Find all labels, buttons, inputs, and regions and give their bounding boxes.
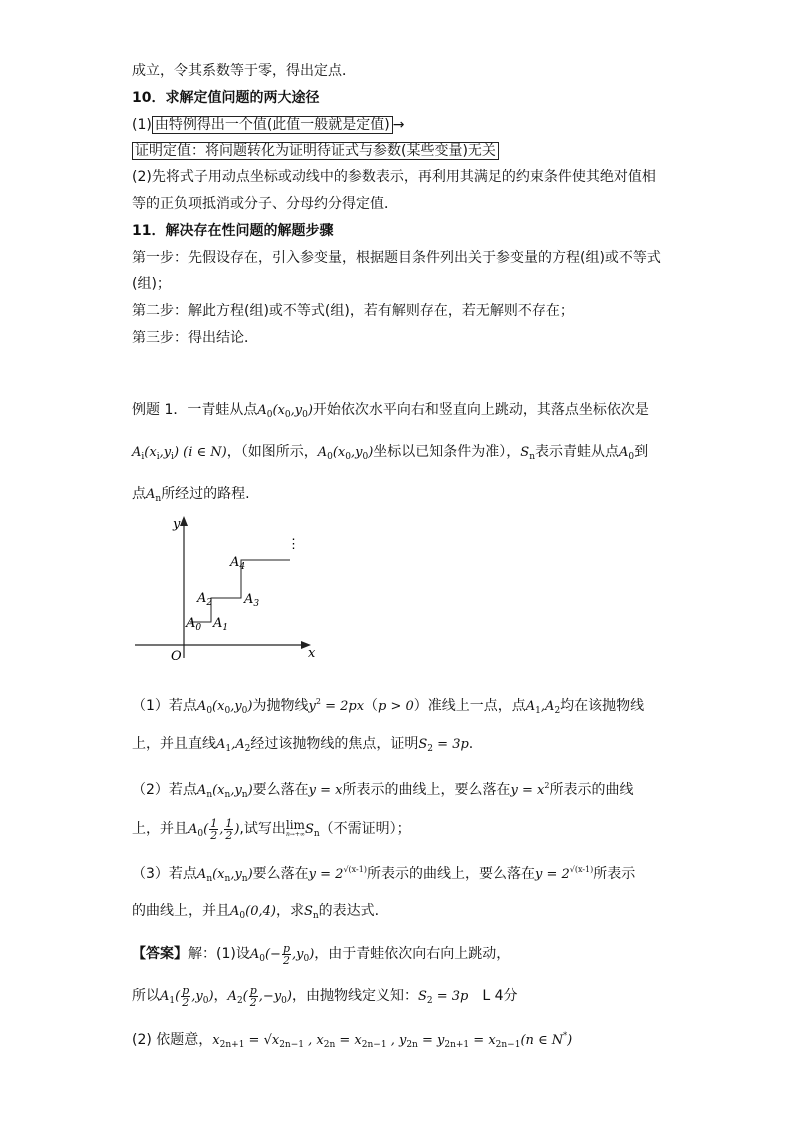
question-1-line-2 (132, 734, 473, 759)
text-line-10: 第二步：解此方程(组)或不等式(组)，若有解则存在，若无解则不存在； (132, 303, 574, 319)
math-a0-coord: $A_0(x_0,y_0)$ (317, 445, 374, 462)
point-label-a0: $A_0$ (186, 616, 202, 633)
answer-text: ， (213, 988, 228, 1004)
q-text: 所表示 (593, 866, 636, 882)
q-text: 为抛物线 (252, 698, 309, 714)
answer-text: 所以 (132, 988, 160, 1004)
answer-line-2 (132, 985, 518, 1011)
math-recurrence: $x_{2n+1} = √x_{2n-1}$ , $x_{2n} = x_{2n-1}$ , $y_{2n} = y_{2n+1} = x_{2n-1}(n$ ∈ N*) (212, 1031, 573, 1050)
text-line-1: 成立，令其系数等于零，得出定点． (132, 63, 356, 79)
x-axis-label: x (308, 646, 316, 661)
example-line-1 (132, 400, 649, 425)
question-2-line-1 (132, 776, 633, 805)
text-line-5: (2)先将式子用动点坐标或动线中的参数表示，再利用其满足的约束条件使其绝对值相 (132, 169, 656, 185)
example-text: 所经过的路程. (161, 486, 250, 502)
question-3-line-2 (132, 901, 379, 926)
math-parabola: $y^2 = 2px$ (308, 697, 365, 714)
text-line-11: 第三步：得出结论． (132, 330, 258, 346)
y-axis-arrow-icon (180, 516, 188, 526)
example-text: 表示青蛙从点 (535, 444, 619, 460)
math-ai-coord: $A_i(x_i,y_i)$ (i ∈ N) (132, 445, 227, 462)
example-line-2 (132, 442, 648, 467)
example-text: 坐标以已知条件为准）， (373, 444, 521, 460)
q-text: 经过该抛物线的焦点，证明 (250, 736, 419, 752)
text-line-3 (132, 115, 405, 135)
q-text: ,试写出 (239, 821, 286, 837)
answer-text: (2) 依题意， (132, 1032, 213, 1048)
answer-text: ，由抛物线定义知： (291, 988, 418, 1004)
question-3-line-1 (132, 860, 635, 889)
q-text: （不需证明）； (319, 821, 411, 837)
heading-11: 11．解决存在性问题的解题步骤 (132, 223, 334, 239)
math-a1-a2: $A_1,A_2$ (525, 699, 561, 716)
continuation-dots: ⋮ (287, 537, 300, 552)
q-text: ） (413, 698, 428, 714)
math-a1-a2: $A_1,A_2$ (216, 737, 251, 754)
q-text: 的曲线上，并且 (132, 903, 230, 919)
math-exp-curve-1: $y = 2^{√(x-1)}$ (308, 865, 367, 882)
math-a1-p2: $A_1$( $\frac{p}{2}$ $,y_0$) (160, 984, 214, 1009)
q-text: 所表示的曲线 (549, 782, 634, 798)
example-text: 例题 1．一青蛙从点 (132, 402, 258, 418)
math-an: $A_n$ (146, 487, 162, 504)
q-text: （3）若点 (132, 866, 197, 882)
frog-jump-figure (133, 510, 323, 670)
point-label-a3: $A_3$ (244, 592, 260, 609)
origin-label: O (171, 649, 182, 664)
example-text: ，（如图所示， (226, 444, 318, 460)
q-text: . (468, 736, 474, 752)
math-a0-coord: $A_0(x_0,y_0)$ (257, 403, 313, 420)
point-label-a2: $A_2$ (197, 591, 213, 608)
example-text: 开始依次水平向右和竖直向上跳动，其落点坐标依次是 (312, 402, 649, 418)
boxed-text-prove-value: 证明定值：将问题转化为证明待证式与参数(某些变量)无关 (132, 142, 499, 160)
item-prefix: (1) (132, 117, 152, 133)
heading-10: 10．求解定值问题的两大途径 (132, 90, 320, 106)
math-an-coord: $A_n(x_n,y_n)$ (196, 867, 253, 884)
q-text: 准线上一点，点 (427, 698, 526, 714)
q-text: （2）若点 (132, 782, 197, 798)
math-s2-eq: $S_2 = 3p$ (417, 989, 469, 1006)
text-line-9: (组)； (132, 276, 171, 292)
q-text: 上，并且 (132, 821, 188, 837)
math-a0: $A_0$ (619, 445, 635, 462)
math-sn: $S_n$ (303, 904, 319, 921)
score-note: L 4分 (482, 988, 518, 1004)
question-2-line-2 (132, 818, 411, 844)
math-s2-eq: $S_2 = 3p$ (418, 737, 469, 754)
math-a0-04: $A_0(0,4)$ (230, 904, 276, 921)
q-text: 所表示的曲线上，要么落在 (366, 866, 535, 882)
example-line-3 (132, 484, 250, 509)
math-a0-neg-p2: $A_0(-$ $\frac{p}{2}$ $,y_0$) (249, 942, 315, 967)
q-text: （1）若点 (132, 698, 197, 714)
answer-line-3 (132, 1026, 572, 1055)
text-line-8: 第一步：先假设存在，引入参变量，根据题目条件列出关于参变量的方程(组)或不等式 (132, 250, 661, 266)
text-line-6: 等的正负项抵消或分子、分母约分得定值． (132, 196, 398, 212)
math-y-eq-x2: $y = x^2$ (510, 781, 550, 798)
math-sn: $S_n$ (520, 445, 535, 462)
q-text: 所表示的曲线上，要么落在 (342, 782, 511, 798)
math-condition: p > 0 (378, 699, 414, 714)
y-axis-label: y (173, 517, 181, 532)
math-a0-coord: $A_0(x_0,y_0)$ (196, 699, 253, 716)
point-label-a1: $A_1$ (213, 616, 229, 633)
answer-tag: 【答案】 (132, 946, 188, 962)
text-line-4 (132, 141, 499, 161)
q-text: （ (364, 698, 379, 714)
q-text: ，求 (275, 903, 304, 919)
answer-text: 解：(1)设 (188, 946, 250, 962)
example-text: 点 (132, 486, 146, 502)
example-text: 到 (634, 444, 649, 460)
q-text: 的表达式. (318, 903, 380, 919)
q-text: 上，并且直线 (132, 736, 216, 752)
question-1-line-1 (132, 692, 644, 721)
boxed-text-special-value: 由特例得出一个值(此值一般就是定值) (152, 116, 393, 134)
arrow-icon: → (392, 117, 405, 133)
point-label-a4: $A_4$ (230, 555, 246, 572)
math-an-coord: $A_n(x_n,y_n)$ (196, 783, 253, 800)
math-a2-p2: $A_2$( $\frac{p}{2}$ $,-y_0$) (227, 984, 292, 1009)
math-y-eq-x: y = x (308, 783, 343, 798)
answer-line-1 (132, 943, 510, 969)
math-limit: lim n→+∞ $S_n$ (285, 817, 320, 839)
math-exp-curve-2: $y = 2^{√(x-1)}$ (534, 865, 594, 882)
math-a0-half: $A_0$( $\frac{1}{2}$ , $\frac{1}{2}$ ) (188, 817, 240, 842)
q-text: 要么落在 (252, 782, 309, 798)
q-text: 要么落在 (252, 866, 309, 882)
q-text: 均在该抛物线 (560, 698, 645, 714)
answer-text: ，由于青蛙依次向右向上跳动， (314, 946, 511, 962)
